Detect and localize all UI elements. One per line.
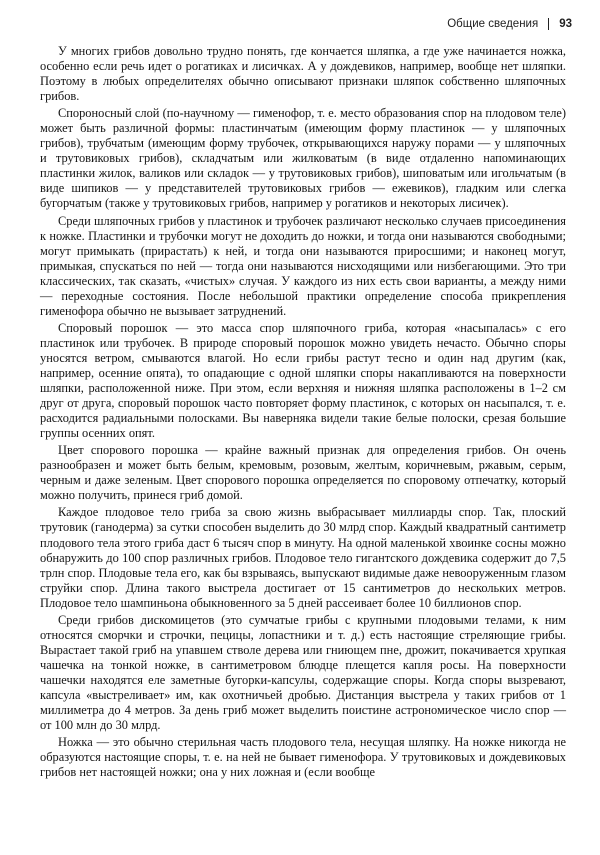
paragraph: Споровый порошок — это масса спор шляпочного гриба, которая «насыпалась» с его пластинок или трубочек. В природе споровый порошок можно увидеть нечасто. Обычно споры уносятся ветром, смываются влагой. Но если грибы растут тесно и один над другим (как, например, осенние опята), то опадающие с одной шляпки споры накапливаются на поверхности шляпки, расположенной ниже. При этом, если верхняя и нижняя шляпка расположены в 1–2 см друг от друга, споровый порошок часто повторяет форму пластинок, с которых он насыпался, т. е. расходится радиальными полосками. Вы наверняка видели такие белые полоски, срезая большие группы осенних опят. — [40, 320, 566, 441]
body-text — [40, 44, 566, 782]
paragraph: Цвет спорового порошка — крайне важный признак для определения грибов. Он очень разнообразен и может быть белым, кремовым, розовым, желтым, коричневым, ржавым, серым, черным и даже зеленым. Цвет спорового порошка определяется по споровому отпечатку, который можно получить, принеся гриб домой. — [40, 443, 566, 503]
paragraph: Среди грибов дискомицетов (это сумчатые грибы с крупными плодовыми телами, к ним относятся сморчки и строчки, пецицы, лопастники и т. д.) есть настоящие стреляющие грибы. Вырастает такой гриб на упавшем стволе дерева или гниющем пне, дрожит, покачивается хрупкая чашечка на тонкой ножке, в сантиметровом блюдце плещется капля росы. На поверхности чашечки находятся еле заметные бугорки-капсулы, содержащие споры. Когда споры вызревают, капсула «выстреливает» им, как охотничьей дробью. Дистанция выстрела у таких грибов от 1 миллиметра до 4 метров. За день гриб может выделить поистине астрономическое число спор — от 100 млн до 30 млрд. — [40, 612, 566, 733]
section-title: Общие сведения — [447, 18, 539, 30]
paragraph: У многих грибов довольно трудно понять, где кончается шляпка, а где уже начинается ножка, особенно если речь идет о рогатиках и лисичках. А у дождевиков, например, вообще нет шляпки. Поэтому в любых определителях обычно описывают признаки шляпок собственно шляпочных грибов. — [40, 44, 566, 104]
paragraph: Каждое плодовое тело гриба за свою жизнь выбрасывает миллиарды спор. Так, плоский трутовик (ганодерма) за сутки способен выделить до 30 млрд спор. Каждый квадратный сантиметр плодового тела этого гриба даст 6 тысяч спор в минуту. На одной маленькой хвоинке сосны можно обнаружить до 100 спор различных грибов. Плодовое тело гигантского дождевика содержит до 7,5 трлн спор. Плодовые тела его, как бы взрываясь, выпускают видимые даже невооруженным глазом струйки спор. Длина такого выстрела достигает от 15 сантиметров до нескольких метров. Плодовое тело шампиньона обыкновенного за 5 дней рассеивает более 10 биллионов спор. — [40, 505, 566, 610]
paragraph: Среди шляпочных грибов у пластинок и трубочек различают несколько случаев присоединения к ножке. Пластинки и трубочки могут не доходить до ножки, и тогда они называются свободными; могут примыкать (прирастать) к ней, и тогда они называются приросшими; и наконец могут, примыкая, спускаться по ней — тогда они называются нисходящими или низбегающими. Это три классических, так сказать, «чистых» случая. У каждого из них есть свои варианты, а между ними — переходные состояния. После небольшой практики определение способа прикрепления гименофора обычно не вызывает затруднений. — [40, 213, 566, 318]
header-divider — [548, 18, 549, 30]
page-number: 93 — [559, 18, 572, 30]
running-head — [447, 18, 572, 30]
paragraph: Спороносный слой (по-научному — гименофор, т. е. место образования спор на плодовом теле) может быть различной формы: пластинчатым (имеющим форму пластинок — у шляпочных грибов), трубчатым (имеющим форму трубочек, открывающихся наружу порами — у шляпочных и трутовиковых грибов), складчатым или жилковатым (в виде отдаленно напоминающих пластинки жилок, валиков или складок — у трутовиковых грибов), шиповатым или игольчатым (в виде шипиков — у представителей трутовиковых грибов — ежевиков), гладким или слегка бугорчатым (также у трутовиковых грибов, например у рогатиков и некоторых лисичек). — [40, 106, 566, 211]
paragraph: Ножка — это обычно стерильная часть плодового тела, несущая шляпку. На ножке никогда не образуются настоящие споры, т. е. на ней не бывает гименофора. У трутовиковых и дождевиковых грибов нет настоящей ножки; она у них ложная и (если вообще — [40, 735, 566, 780]
